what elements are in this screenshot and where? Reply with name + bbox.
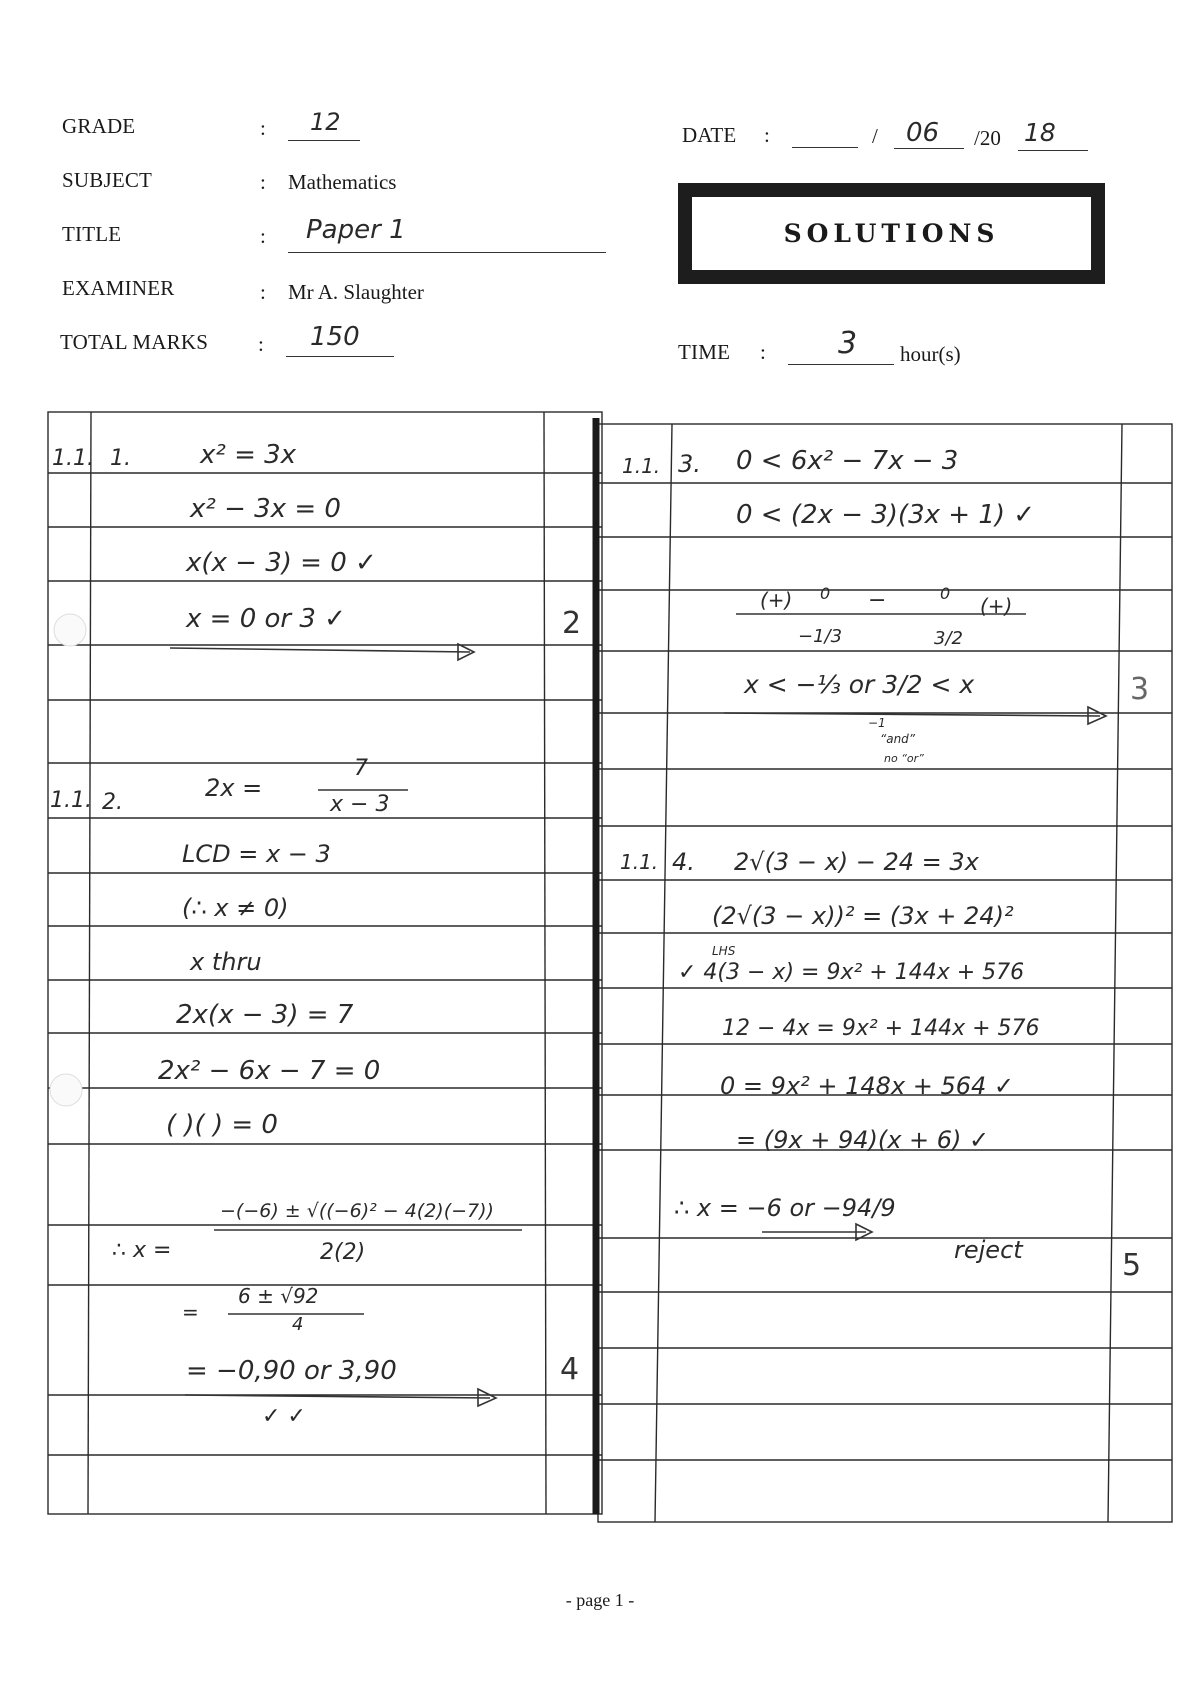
q2-eq-den: x − 3 (330, 792, 390, 817)
total-marks-colon: : (258, 332, 264, 356)
q2-line-factor: ( )( ) = 0 (166, 1110, 278, 1140)
q2-quad-num: −(−6) ± √((−6)² − 4(2)(−7)) (220, 1200, 494, 1222)
time-label: TIME (678, 340, 731, 364)
q3-crit-left: −1/3 (798, 626, 843, 647)
examiner-label: EXAMINER (62, 276, 175, 300)
q3-sub: 3. (678, 450, 701, 478)
q4-reject: reject (954, 1236, 1023, 1264)
q3-zero-left: 0 (820, 584, 831, 603)
q2-simp-prefix: = (182, 1300, 199, 1324)
q3-crit-right: 3/2 (934, 628, 963, 649)
grade-colon: : (260, 116, 266, 140)
title-colon: : (260, 224, 266, 248)
total-marks-value: 150 (310, 322, 360, 352)
date-year-suffix: 18 (1024, 118, 1056, 147)
time-value: 3 (838, 326, 858, 361)
q3-zero-right: 0 (940, 584, 951, 603)
title-label: TITLE (62, 222, 122, 246)
q3-sign-minus: − (868, 588, 887, 613)
q4-sub: 4. (672, 848, 695, 876)
date-colon: : (764, 123, 770, 147)
q2-line-lcd: LCD = x − 3 (182, 840, 331, 868)
q2-line-restriction: (∴ x ≠ 0) (182, 894, 289, 922)
q2-label: 1.1. (50, 788, 92, 813)
time-unit: hour(s) (900, 342, 961, 366)
q4-lhs-note: LHS (712, 944, 736, 958)
q1-sub: 1. (110, 446, 131, 471)
subject-value: Mathematics (288, 170, 397, 194)
q3-sign-plus-left: (+) (760, 588, 793, 612)
date-month: 06 (906, 118, 940, 148)
q2-eq-num: 7 (354, 756, 368, 781)
q1-line-4: x = 0 or 3 ✓ (186, 604, 346, 634)
q1-line-3: x(x − 3) = 0 ✓ (186, 548, 377, 578)
q2-sub: 2. (102, 790, 123, 815)
q3-answer: x < −⅓ or 3/2 < x (744, 670, 975, 699)
page-number: - page 1 - (565, 1590, 635, 1610)
date-label: DATE (682, 123, 737, 147)
q2-mark: 4 (560, 1352, 580, 1387)
q1-line-1: x² = 3x (200, 440, 297, 470)
q4-line-5: 0 = 9x² + 148x + 564 ✓ (720, 1072, 1015, 1100)
q4-line-4: 12 − 4x = 9x² + 144x + 576 (722, 1016, 1040, 1041)
title-value: Paper 1 (306, 215, 406, 245)
q4-line-7: ∴ x = −6 or −94/9 (674, 1194, 896, 1222)
q1-mark: 2 (562, 606, 582, 641)
q2-line-thru: x thru (190, 948, 262, 976)
q2-line-multiply: 2x(x − 3) = 7 (176, 1000, 354, 1030)
q1-line-2: x² − 3x = 0 (190, 494, 341, 524)
q2-final: = −0,90 or 3,90 (186, 1356, 397, 1386)
subject-colon: : (260, 170, 266, 194)
q4-mark: 5 (1122, 1248, 1142, 1283)
q3-line-1: 0 < 6x² − 7x − 3 (736, 446, 959, 476)
examiner-value: Mr A. Slaughter (288, 280, 424, 304)
q4-line-2: (2√(3 − x))² = (3x + 24)² (712, 902, 1014, 930)
q2-eq-left: 2x = (205, 774, 263, 802)
date-sep: / (872, 124, 878, 148)
grade-value: 12 (310, 108, 341, 136)
q4-line-6: = (9x + 94)(x + 6) ✓ (736, 1126, 990, 1154)
subject-label: SUBJECT (62, 168, 153, 192)
q2-simp-num: 6 ± √92 (238, 1284, 319, 1308)
q4-label: 1.1. (620, 850, 659, 874)
q3-note-2: “and” (880, 732, 916, 746)
q2-quad-prefix: ∴ x = (112, 1238, 172, 1263)
total-marks-label: TOTAL MARKS (60, 330, 209, 354)
solutions-banner-text: SOLUTIONS (783, 219, 1000, 248)
q4-line-3: ✓ 4(3 − x) = 9x² + 144x + 576 (678, 960, 1025, 985)
date-year-prefix: /20 (974, 126, 1001, 150)
q4-line-1: 2√(3 − x) − 24 = 3x (734, 848, 979, 876)
q2-simp-den: 4 (292, 1314, 304, 1335)
q3-note-1: −1 (868, 716, 886, 730)
q3-sign-plus-right: (+) (980, 594, 1013, 618)
q3-note-3: no “or” (884, 752, 924, 765)
q2-quad-den: 2(2) (320, 1240, 366, 1265)
q1-label: 1.1. (52, 446, 94, 471)
q3-line-2: 0 < (2x − 3)(3x + 1) ✓ (736, 500, 1036, 530)
q2-final-ticks: ✓ ✓ (262, 1404, 306, 1429)
q2-line-standard: 2x² − 6x − 7 = 0 (158, 1056, 381, 1086)
q3-label: 1.1. (622, 454, 661, 478)
examiner-colon: : (260, 280, 266, 304)
time-colon: : (760, 340, 766, 364)
q3-mark: 3 (1130, 672, 1150, 707)
grade-label: GRADE (62, 114, 136, 138)
